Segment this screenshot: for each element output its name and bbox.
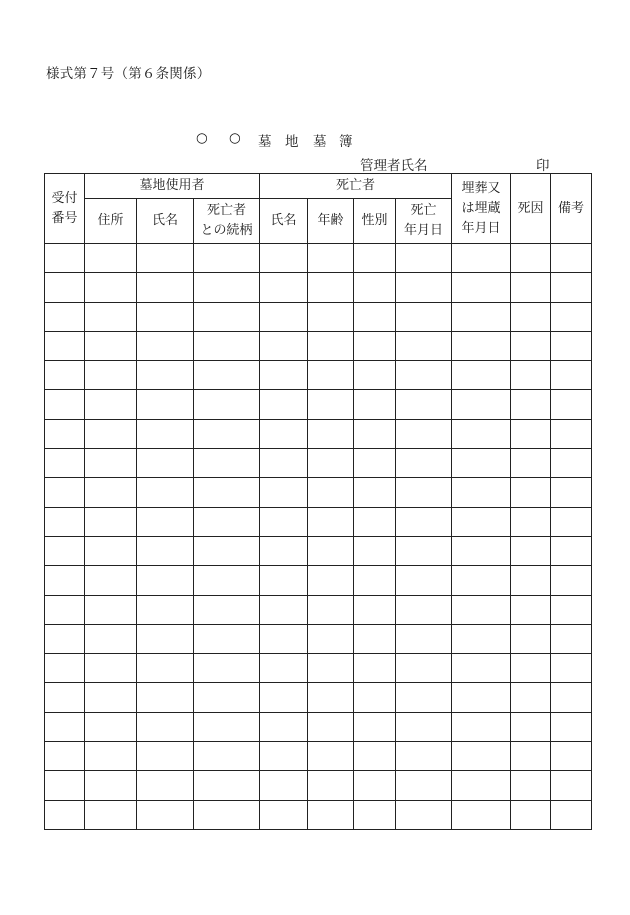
blank-cell <box>194 273 260 302</box>
blank-cell <box>45 507 85 536</box>
blank-cell <box>260 449 308 478</box>
blank-cell <box>308 624 354 653</box>
blank-cell <box>354 624 396 653</box>
table-row <box>45 654 592 683</box>
form-number-label: 様式第７号（第６条関係） <box>46 66 211 82</box>
table-row <box>45 566 592 595</box>
blank-cell <box>511 331 551 360</box>
blank-cell <box>308 361 354 390</box>
blank-cell <box>45 536 85 565</box>
blank-cell <box>354 742 396 771</box>
blank-cell <box>308 595 354 624</box>
blank-cell <box>308 771 354 800</box>
table-row <box>45 361 592 390</box>
manager-signature-line <box>360 154 552 174</box>
table-row <box>45 331 592 360</box>
blank-cell <box>308 390 354 419</box>
blank-cell <box>396 566 452 595</box>
blank-cell <box>308 419 354 448</box>
blank-cell <box>354 536 396 565</box>
header-deceased: 死亡者 <box>260 174 452 199</box>
blank-cell <box>551 800 592 829</box>
blank-cell <box>354 449 396 478</box>
table-row <box>45 742 592 771</box>
blank-cell <box>260 244 308 273</box>
blank-cell <box>452 566 511 595</box>
table-row <box>45 771 592 800</box>
blank-cell <box>354 566 396 595</box>
blank-cell <box>396 624 452 653</box>
table-row <box>45 683 592 712</box>
blank-cell <box>137 331 194 360</box>
blank-cell <box>308 712 354 741</box>
blank-cell <box>194 478 260 507</box>
blank-cell <box>308 244 354 273</box>
blank-cell <box>137 624 194 653</box>
blank-cell <box>45 244 85 273</box>
blank-cell <box>45 302 85 331</box>
blank-cell <box>260 302 308 331</box>
blank-cell <box>511 361 551 390</box>
blank-cell <box>511 683 551 712</box>
blank-cell <box>85 507 137 536</box>
blank-cell <box>85 244 137 273</box>
blank-cell <box>260 712 308 741</box>
blank-cell <box>137 742 194 771</box>
blank-cell <box>551 273 592 302</box>
blank-cell <box>137 507 194 536</box>
seal-mark: 印 <box>536 158 550 174</box>
table-row <box>45 536 592 565</box>
header-text: との続柄 <box>200 223 253 238</box>
blank-cell <box>137 449 194 478</box>
table-row <box>45 273 592 302</box>
blank-cell <box>551 654 592 683</box>
blank-cell <box>260 273 308 302</box>
header-deceased-age: 年齢 <box>308 199 354 244</box>
blank-cell <box>260 742 308 771</box>
blank-cell <box>551 449 592 478</box>
blank-cell <box>551 771 592 800</box>
blank-cell <box>137 771 194 800</box>
blank-cell <box>452 507 511 536</box>
blank-cell <box>354 361 396 390</box>
blank-cell <box>511 478 551 507</box>
blank-cell <box>354 273 396 302</box>
header-date-of-death <box>396 199 452 244</box>
cemetery-ledger-table <box>44 173 592 830</box>
header-text: 年月日 <box>461 220 501 236</box>
blank-cell <box>85 712 137 741</box>
table-row <box>45 244 592 273</box>
blank-cell <box>551 595 592 624</box>
blank-cell <box>137 683 194 712</box>
blank-cell <box>551 244 592 273</box>
blank-cell <box>260 478 308 507</box>
title-char: ○ <box>196 130 208 146</box>
blank-cell <box>511 624 551 653</box>
blank-cell <box>396 771 452 800</box>
blank-cell <box>452 273 511 302</box>
blank-cell <box>194 361 260 390</box>
header-deceased-sex: 性別 <box>354 199 396 244</box>
blank-cell <box>452 800 511 829</box>
title-char: 墓 <box>258 134 272 150</box>
blank-cell <box>85 595 137 624</box>
blank-cell <box>45 712 85 741</box>
blank-cell <box>194 595 260 624</box>
blank-cell <box>396 478 452 507</box>
blank-cell <box>194 419 260 448</box>
blank-cell <box>308 478 354 507</box>
blank-cell <box>137 712 194 741</box>
blank-cell <box>452 712 511 741</box>
blank-cell <box>551 624 592 653</box>
blank-cell <box>260 595 308 624</box>
blank-cell <box>45 361 85 390</box>
blank-cell <box>308 654 354 683</box>
blank-cell <box>452 624 511 653</box>
blank-cell <box>452 771 511 800</box>
blank-cell <box>511 419 551 448</box>
blank-cell <box>85 683 137 712</box>
blank-cell <box>452 742 511 771</box>
blank-cell <box>137 800 194 829</box>
blank-cell <box>551 566 592 595</box>
blank-cell <box>551 507 592 536</box>
header-user-relation <box>194 199 260 244</box>
blank-cell <box>308 507 354 536</box>
blank-cell <box>260 771 308 800</box>
table-row <box>45 800 592 829</box>
blank-cell <box>354 683 396 712</box>
blank-cell <box>85 390 137 419</box>
header-text: 埋葬又 <box>461 180 501 196</box>
table-row <box>45 478 592 507</box>
blank-cell <box>551 536 592 565</box>
blank-cell <box>354 419 396 448</box>
blank-cell <box>354 390 396 419</box>
blank-cell <box>551 361 592 390</box>
ledger-body <box>45 244 592 830</box>
blank-cell <box>137 244 194 273</box>
blank-cell <box>137 536 194 565</box>
blank-cell <box>308 536 354 565</box>
table-row <box>45 624 592 653</box>
header-cause-of-death: 死因 <box>511 174 551 244</box>
table-row <box>45 449 592 478</box>
blank-cell <box>511 536 551 565</box>
blank-cell <box>551 478 592 507</box>
blank-cell <box>45 624 85 653</box>
blank-cell <box>45 595 85 624</box>
blank-cell <box>194 449 260 478</box>
blank-cell <box>194 683 260 712</box>
blank-cell <box>85 771 137 800</box>
blank-cell <box>194 536 260 565</box>
header-user-address: 住所 <box>85 199 137 244</box>
blank-cell <box>354 800 396 829</box>
blank-cell <box>85 624 137 653</box>
title-char: 地 <box>285 134 299 150</box>
blank-cell <box>194 712 260 741</box>
blank-cell <box>85 800 137 829</box>
blank-cell <box>85 478 137 507</box>
blank-cell <box>137 390 194 419</box>
blank-cell <box>194 654 260 683</box>
blank-cell <box>396 419 452 448</box>
table-row <box>45 507 592 536</box>
blank-cell <box>551 683 592 712</box>
blank-cell <box>260 419 308 448</box>
title-char: ○ <box>229 130 241 146</box>
blank-cell <box>511 800 551 829</box>
header-text: 死亡者 <box>207 203 247 218</box>
blank-cell <box>452 536 511 565</box>
blank-cell <box>45 273 85 302</box>
blank-cell <box>137 478 194 507</box>
blank-cell <box>354 244 396 273</box>
blank-cell <box>260 361 308 390</box>
blank-cell <box>308 273 354 302</box>
table-row <box>45 712 592 741</box>
blank-cell <box>396 654 452 683</box>
blank-cell <box>85 273 137 302</box>
blank-cell <box>354 331 396 360</box>
blank-cell <box>45 390 85 419</box>
blank-cell <box>137 419 194 448</box>
header-text: 年月日 <box>404 223 444 238</box>
blank-cell <box>308 742 354 771</box>
blank-cell <box>260 390 308 419</box>
blank-cell <box>354 712 396 741</box>
blank-cell <box>194 507 260 536</box>
table-row <box>45 419 592 448</box>
blank-cell <box>452 244 511 273</box>
blank-cell <box>511 771 551 800</box>
header-cemetery-user: 墓地使用者 <box>85 174 260 199</box>
title-char: 墓 <box>313 134 327 150</box>
blank-cell <box>452 478 511 507</box>
header-deceased-name: 氏名 <box>260 199 308 244</box>
blank-cell <box>137 566 194 595</box>
header-burial-date <box>452 174 511 244</box>
blank-cell <box>260 507 308 536</box>
blank-cell <box>45 478 85 507</box>
blank-cell <box>194 302 260 331</box>
blank-cell <box>308 449 354 478</box>
blank-cell <box>85 742 137 771</box>
blank-cell <box>551 390 592 419</box>
blank-cell <box>396 742 452 771</box>
blank-cell <box>396 507 452 536</box>
blank-cell <box>452 390 511 419</box>
blank-cell <box>137 273 194 302</box>
blank-cell <box>452 331 511 360</box>
blank-cell <box>396 361 452 390</box>
blank-cell <box>511 390 551 419</box>
blank-cell <box>354 507 396 536</box>
header-text: 受付 <box>51 190 78 206</box>
blank-cell <box>511 244 551 273</box>
blank-cell <box>551 419 592 448</box>
blank-cell <box>511 654 551 683</box>
header-text: は埋蔵 <box>461 200 501 216</box>
title-char: 簿 <box>339 134 353 150</box>
blank-cell <box>511 712 551 741</box>
blank-cell <box>511 595 551 624</box>
blank-cell <box>85 361 137 390</box>
blank-cell <box>551 712 592 741</box>
blank-cell <box>308 683 354 712</box>
blank-cell <box>137 361 194 390</box>
blank-cell <box>194 742 260 771</box>
blank-cell <box>137 595 194 624</box>
blank-cell <box>396 683 452 712</box>
blank-cell <box>396 331 452 360</box>
blank-cell <box>308 800 354 829</box>
blank-cell <box>45 566 85 595</box>
blank-cell <box>511 742 551 771</box>
blank-cell <box>194 566 260 595</box>
blank-cell <box>551 302 592 331</box>
blank-cell <box>260 566 308 595</box>
header-receipt-number <box>45 174 85 244</box>
blank-cell <box>452 419 511 448</box>
blank-cell <box>85 449 137 478</box>
blank-cell <box>260 536 308 565</box>
blank-cell <box>194 771 260 800</box>
blank-cell <box>452 361 511 390</box>
blank-cell <box>308 566 354 595</box>
header-user-name: 氏名 <box>137 199 194 244</box>
blank-cell <box>551 742 592 771</box>
header-remarks: 備考 <box>551 174 592 244</box>
blank-cell <box>260 800 308 829</box>
blank-cell <box>85 654 137 683</box>
blank-cell <box>194 244 260 273</box>
header-text: 番号 <box>51 210 78 226</box>
blank-cell <box>260 683 308 712</box>
blank-cell <box>396 536 452 565</box>
blank-cell <box>308 302 354 331</box>
blank-cell <box>396 800 452 829</box>
blank-cell <box>260 331 308 360</box>
blank-cell <box>511 449 551 478</box>
blank-cell <box>45 331 85 360</box>
blank-cell <box>194 800 260 829</box>
blank-cell <box>396 712 452 741</box>
blank-cell <box>511 302 551 331</box>
blank-cell <box>396 449 452 478</box>
blank-cell <box>45 449 85 478</box>
blank-cell <box>260 654 308 683</box>
blank-cell <box>354 654 396 683</box>
blank-cell <box>194 331 260 360</box>
blank-cell <box>85 331 137 360</box>
blank-cell <box>551 331 592 360</box>
blank-cell <box>45 419 85 448</box>
blank-cell <box>45 683 85 712</box>
blank-cell <box>45 654 85 683</box>
blank-cell <box>85 419 137 448</box>
blank-cell <box>396 273 452 302</box>
blank-cell <box>452 595 511 624</box>
blank-cell <box>396 595 452 624</box>
blank-cell <box>194 624 260 653</box>
blank-cell <box>511 507 551 536</box>
blank-cell <box>45 800 85 829</box>
blank-cell <box>354 771 396 800</box>
blank-cell <box>452 302 511 331</box>
blank-cell <box>396 244 452 273</box>
blank-cell <box>354 595 396 624</box>
blank-cell <box>137 302 194 331</box>
blank-cell <box>194 390 260 419</box>
blank-cell <box>260 624 308 653</box>
header-text: 死亡 <box>410 203 437 218</box>
blank-cell <box>308 331 354 360</box>
table-row <box>45 595 592 624</box>
blank-cell <box>396 302 452 331</box>
blank-cell <box>85 536 137 565</box>
blank-cell <box>452 449 511 478</box>
blank-cell <box>452 683 511 712</box>
blank-cell <box>354 302 396 331</box>
blank-cell <box>354 478 396 507</box>
manager-name-label: 管理者氏名 <box>360 158 428 174</box>
blank-cell <box>511 273 551 302</box>
blank-cell <box>137 654 194 683</box>
blank-cell <box>85 302 137 331</box>
blank-cell <box>45 742 85 771</box>
blank-cell <box>452 654 511 683</box>
blank-cell <box>45 771 85 800</box>
table-row <box>45 302 592 331</box>
blank-cell <box>85 566 137 595</box>
blank-cell <box>511 566 551 595</box>
table-row <box>45 390 592 419</box>
blank-cell <box>396 390 452 419</box>
